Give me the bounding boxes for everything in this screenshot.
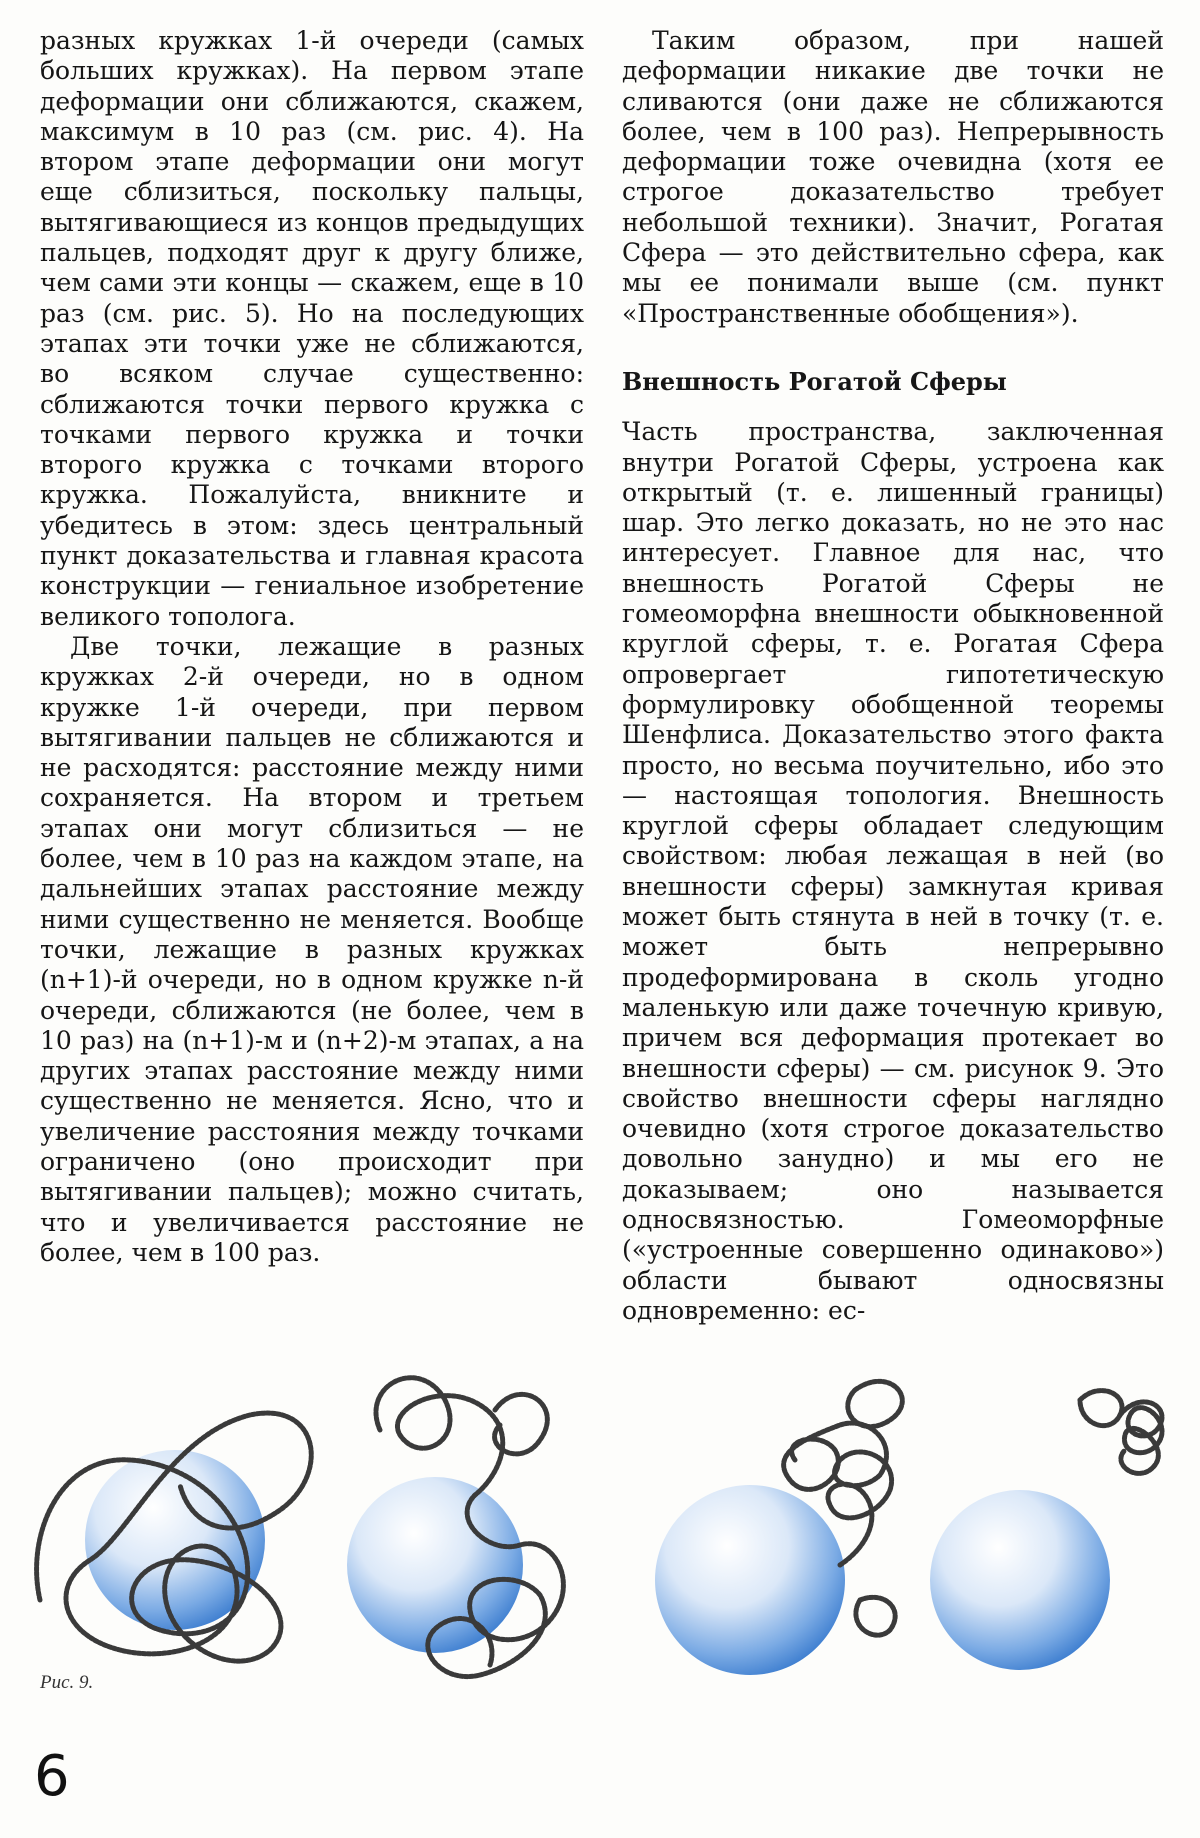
sphere-4 xyxy=(930,1490,1110,1670)
figure-9-illustration xyxy=(20,1345,1190,1695)
left-paragraph-1: разных кружках 1-й очереди (самых больших кружках). На первом этапе деформации они сближаются, скажем, максимум в 10 раз (см. рис. 4). На втором этапе деформации они могут еще сблизиться, поскольку пальцы, вытягивающиеся из концов предыдущих пальцев, подходят друг к другу ближе, чем сами эти концы — скажем, еще в 10 раз (см. рис. 5). Но на последующих этапах эти точки уже не сближаются, во всяком случае существенно: сближаются точки первого кружка с точками первого кружка и точки второго кружка с точками второго кружка. Пожалуйста, вникните и убедитесь в этом: здесь центральный пункт доказательства и главная красота конструкции — гениальное изобретение великого тополога. xyxy=(40,26,584,631)
right-column xyxy=(622,26,1164,1326)
right-paragraph-top: Таким образом, при нашей деформации никакие две точки не сливаются (они даже не сближаются более, чем в 100 раз). Непрерывность деформации тоже очевидна (хотя ее строгое доказательство требует небольшой техники). Значит, Рогатая Сфера — это действительно сфера, как мы ее понимали выше (см. пункт «Пространственные обобщения»). xyxy=(622,26,1164,328)
left-column xyxy=(40,26,584,1268)
figure-caption: Рис. 9. xyxy=(40,1672,94,1693)
sphere-3 xyxy=(655,1485,845,1675)
rope-loop-4 xyxy=(1080,1391,1162,1474)
page-number: 6 xyxy=(34,1744,70,1809)
sphere-stage-1 xyxy=(37,1413,312,1661)
sphere-stage-4 xyxy=(930,1391,1162,1670)
section-heading: Внешность Рогатой Сферы xyxy=(622,366,1007,396)
sphere-stage-2 xyxy=(347,1378,563,1677)
right-paragraph-bottom: Часть пространства, заключенная внутри Рогатой Сферы, устроена как открытый (т. е. лишенный границы) шар. Это легко доказать, но не это нас интересует. Главное для нас, что внешность Рогатой Сферы не гомеоморфна внешности обыкновенной круглой сферы, т. е. Рогатая Сфера опровергает гипотетическую формулировку обобщенной теоремы Шенфлиса. Доказательство этого факта просто, но весьма поучительно, ибо это — настоящая топология. Внешность круглой сферы обладает следующим свойством: любая лежащая в ней (во внешности сферы) замкнутая кривая может быть стянута в ней в точку (т. е. может быть непрерывно продеформирована в сколь угодно маленькую или даже точечную кривую, причем вся деформация протекает во внешности сферы) — см. рисунок 9. Это свойство внешности сферы наглядно очевидно (хотя строгое доказательство довольно занудно) и мы его не доказываем; оно называется односвязностью. Гомеоморфные («устроенные совершенно одинаково») области бывают односвязны одновременно: ес- xyxy=(622,417,1164,1325)
sphere-stage-3 xyxy=(655,1381,902,1675)
left-paragraph-2: Две точки, лежащие в разных кружках 2-й очереди, но в одном кружке 1-й очереди, при первом вытягивании пальцев не сближаются и не расходятся: расстояние между ними сохраняется. На втором и третьем этапах они могут сблизиться — не более, чем в 10 раз на каждом этапе, на дальнейших этапах расстояние между ними существенно не меняется. Вообще точки, лежащие в разных кружках (n+1)-й очереди, но в одном кружке n-й очереди, сближаются (не более, чем в 10 раз) на (n+1)-м и (n+2)-м этапах, а на других этапах расстояние между ними существенно не меняется. Ясно, что и увеличение расстояния между точками ограничено (оно происходит при вытягивании пальцев); можно считать, что и увеличивается расстояние не более, чем в 100 раз. xyxy=(40,631,584,1267)
